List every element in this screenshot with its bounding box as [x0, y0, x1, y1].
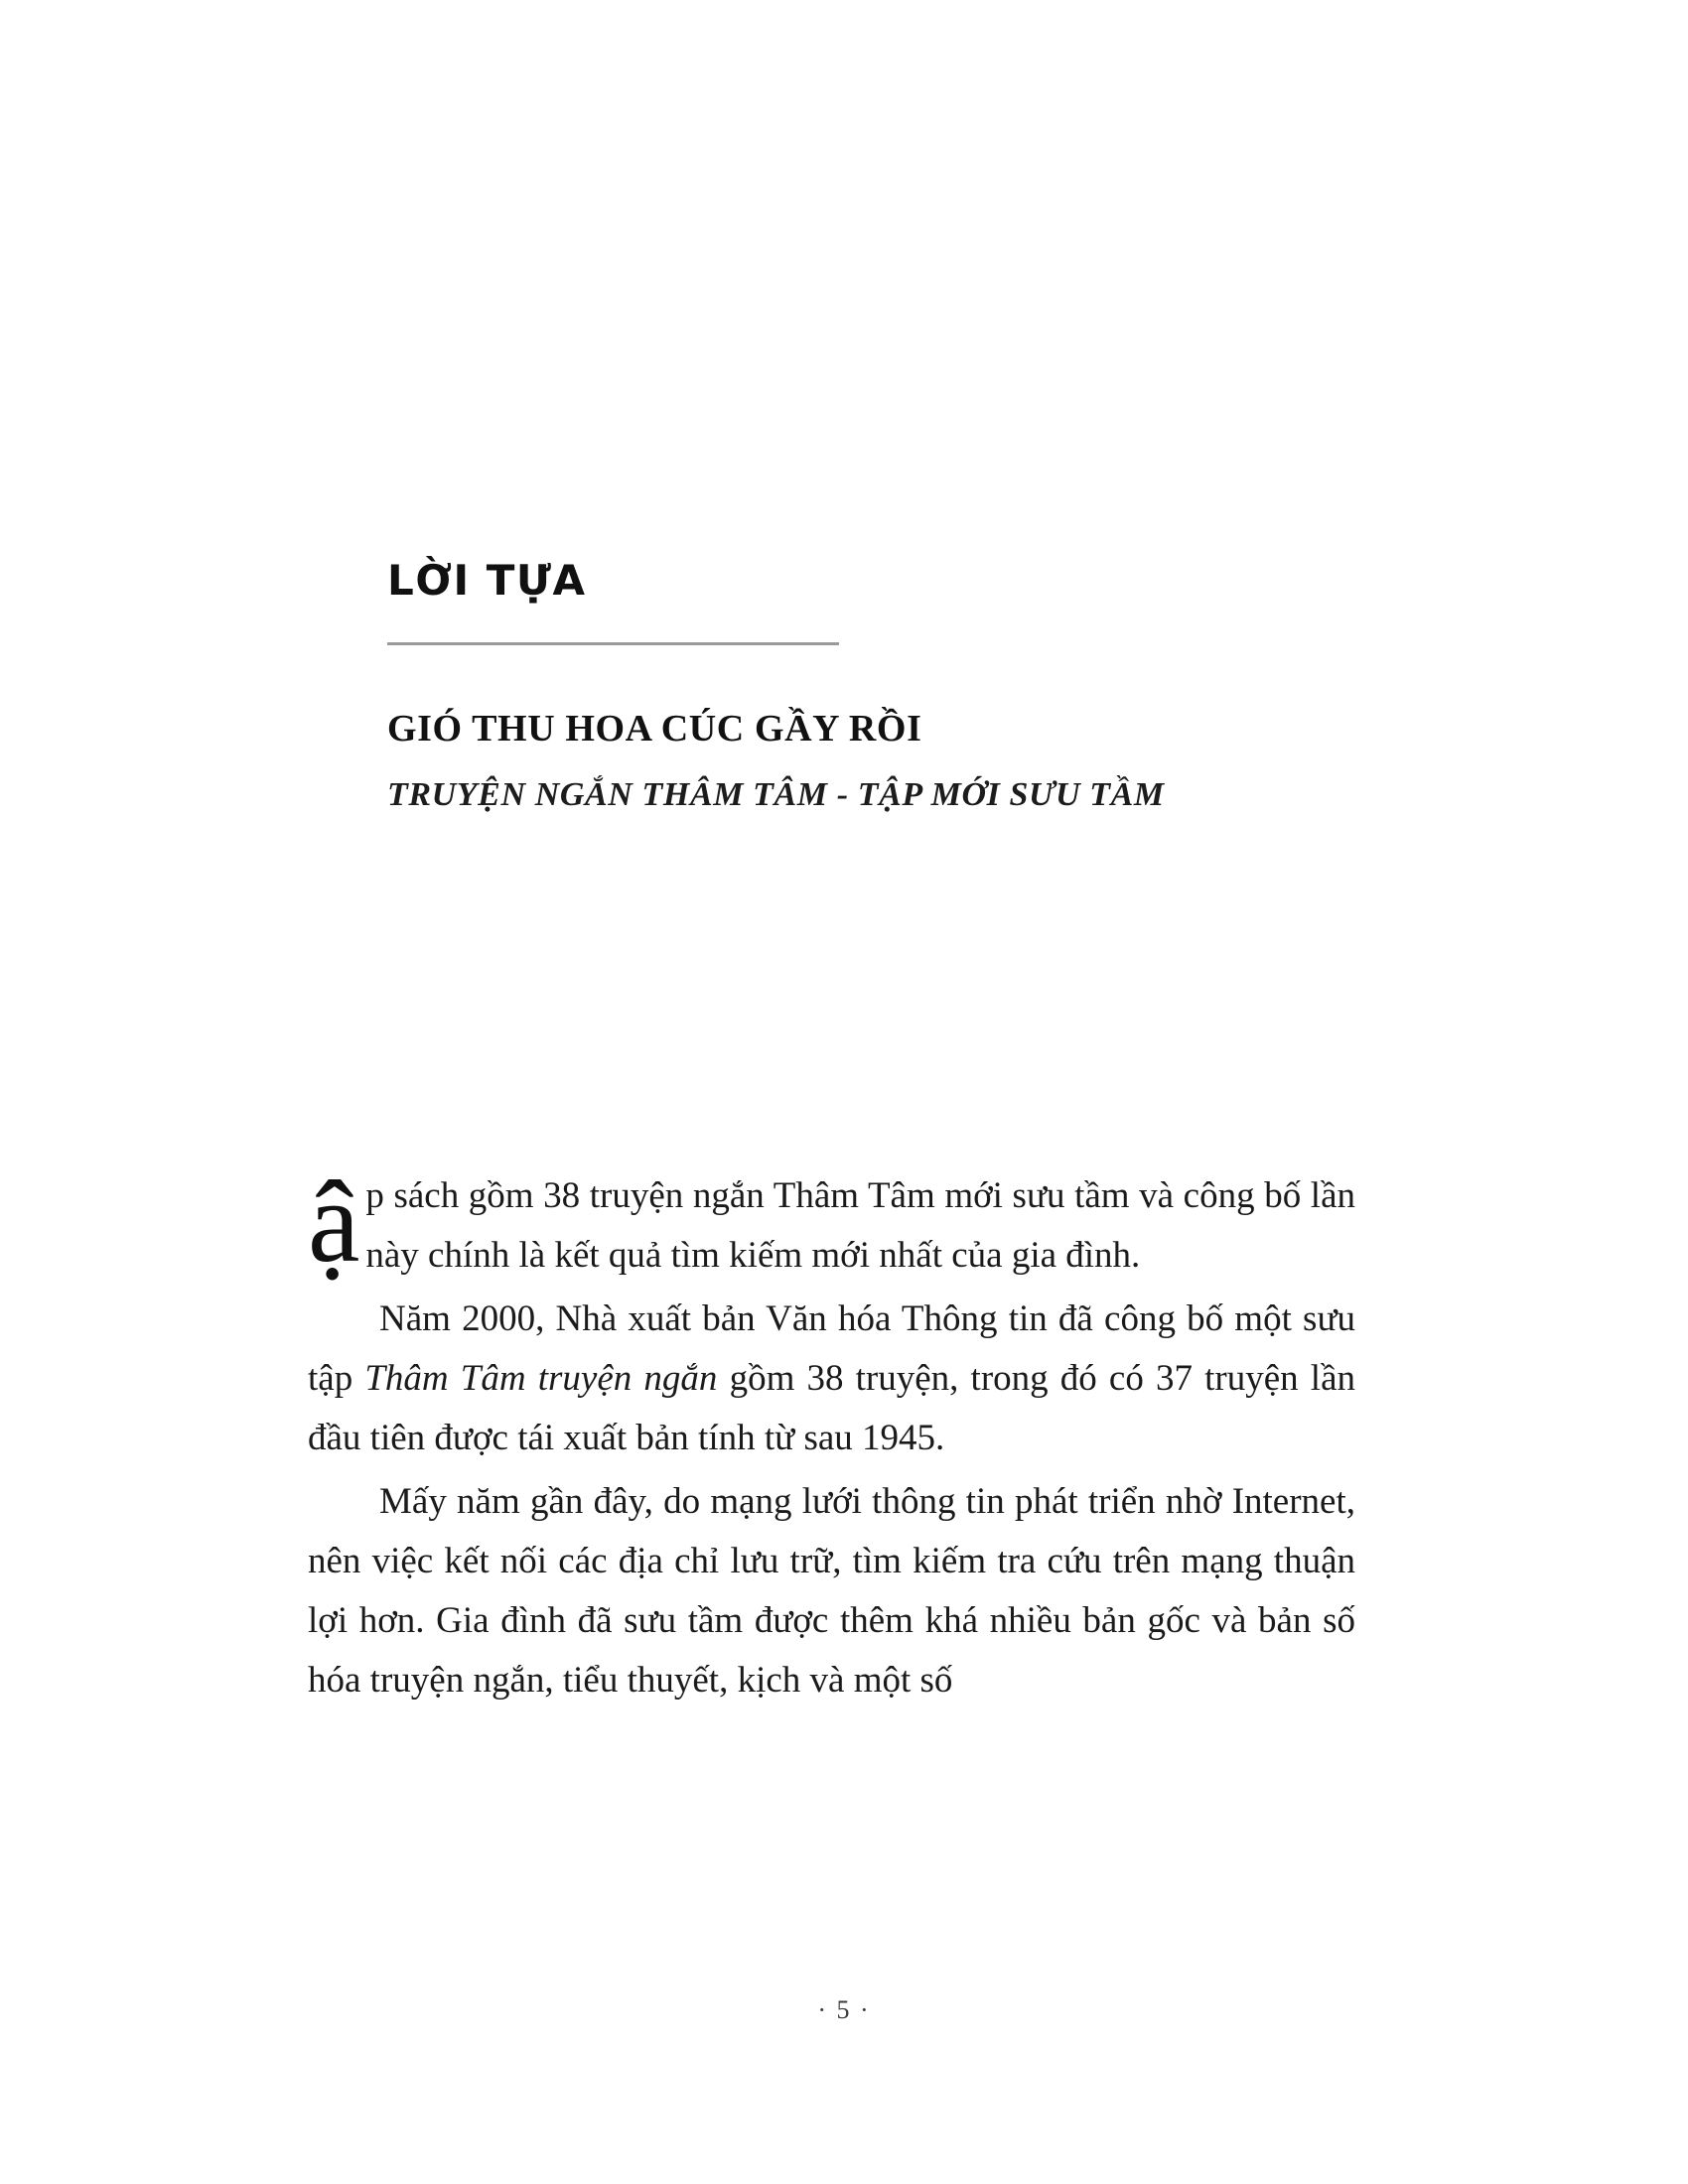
paragraph-2-part2: gồm 38 truyện, trong đó có 37 truyện lần đầu tiên được tái xuất bản tính từ sau 1945.: [308, 1357, 1356, 1458]
body-text: [308, 1157, 1356, 1713]
book-subtitle: TRUYỆN NGẮN THÂM TÂM - TẬP MỚI SƯU TẦM: [387, 776, 1165, 813]
header-divider: [387, 642, 839, 645]
paragraph-2: [308, 1290, 1355, 1468]
paragraph-2-part1: Năm 2000, Nhà xuất bản Văn hóa Thông tin đã công bố một sưu tập: [308, 1297, 1355, 1399]
page-header-block: [387, 556, 1345, 814]
section-label: LỜI TỰA: [387, 556, 587, 605]
paragraph-3: Mấy năm gần đây, do mạng lưới thông tin phát triển nhờ Internet, nên việc kết nối các địa chỉ lưu trữ, tìm kiếm tra cứu trên mạng thuận lợi hơn. Gia đình đã sưu tầm được thêm khá nhiều bản gốc và bản số hóa truyện ngắn, tiểu thuyết, kịch và một số: [308, 1480, 1355, 1701]
page-number: · 5 ·: [817, 1995, 871, 2024]
paragraph-1: ập sách gồm 38 truyện ngắn Thâm Tâm mới sưu tầm và công bố lần này chính là kết quả tìm kiếm mới nhất của gia đình.: [308, 1157, 1355, 1287]
book-title: GIÓ THU HOA CÚC GẦY RỒI: [387, 708, 922, 750]
paragraph-2-emphasis: Thâm Tâm truyện ngắn: [364, 1357, 718, 1399]
